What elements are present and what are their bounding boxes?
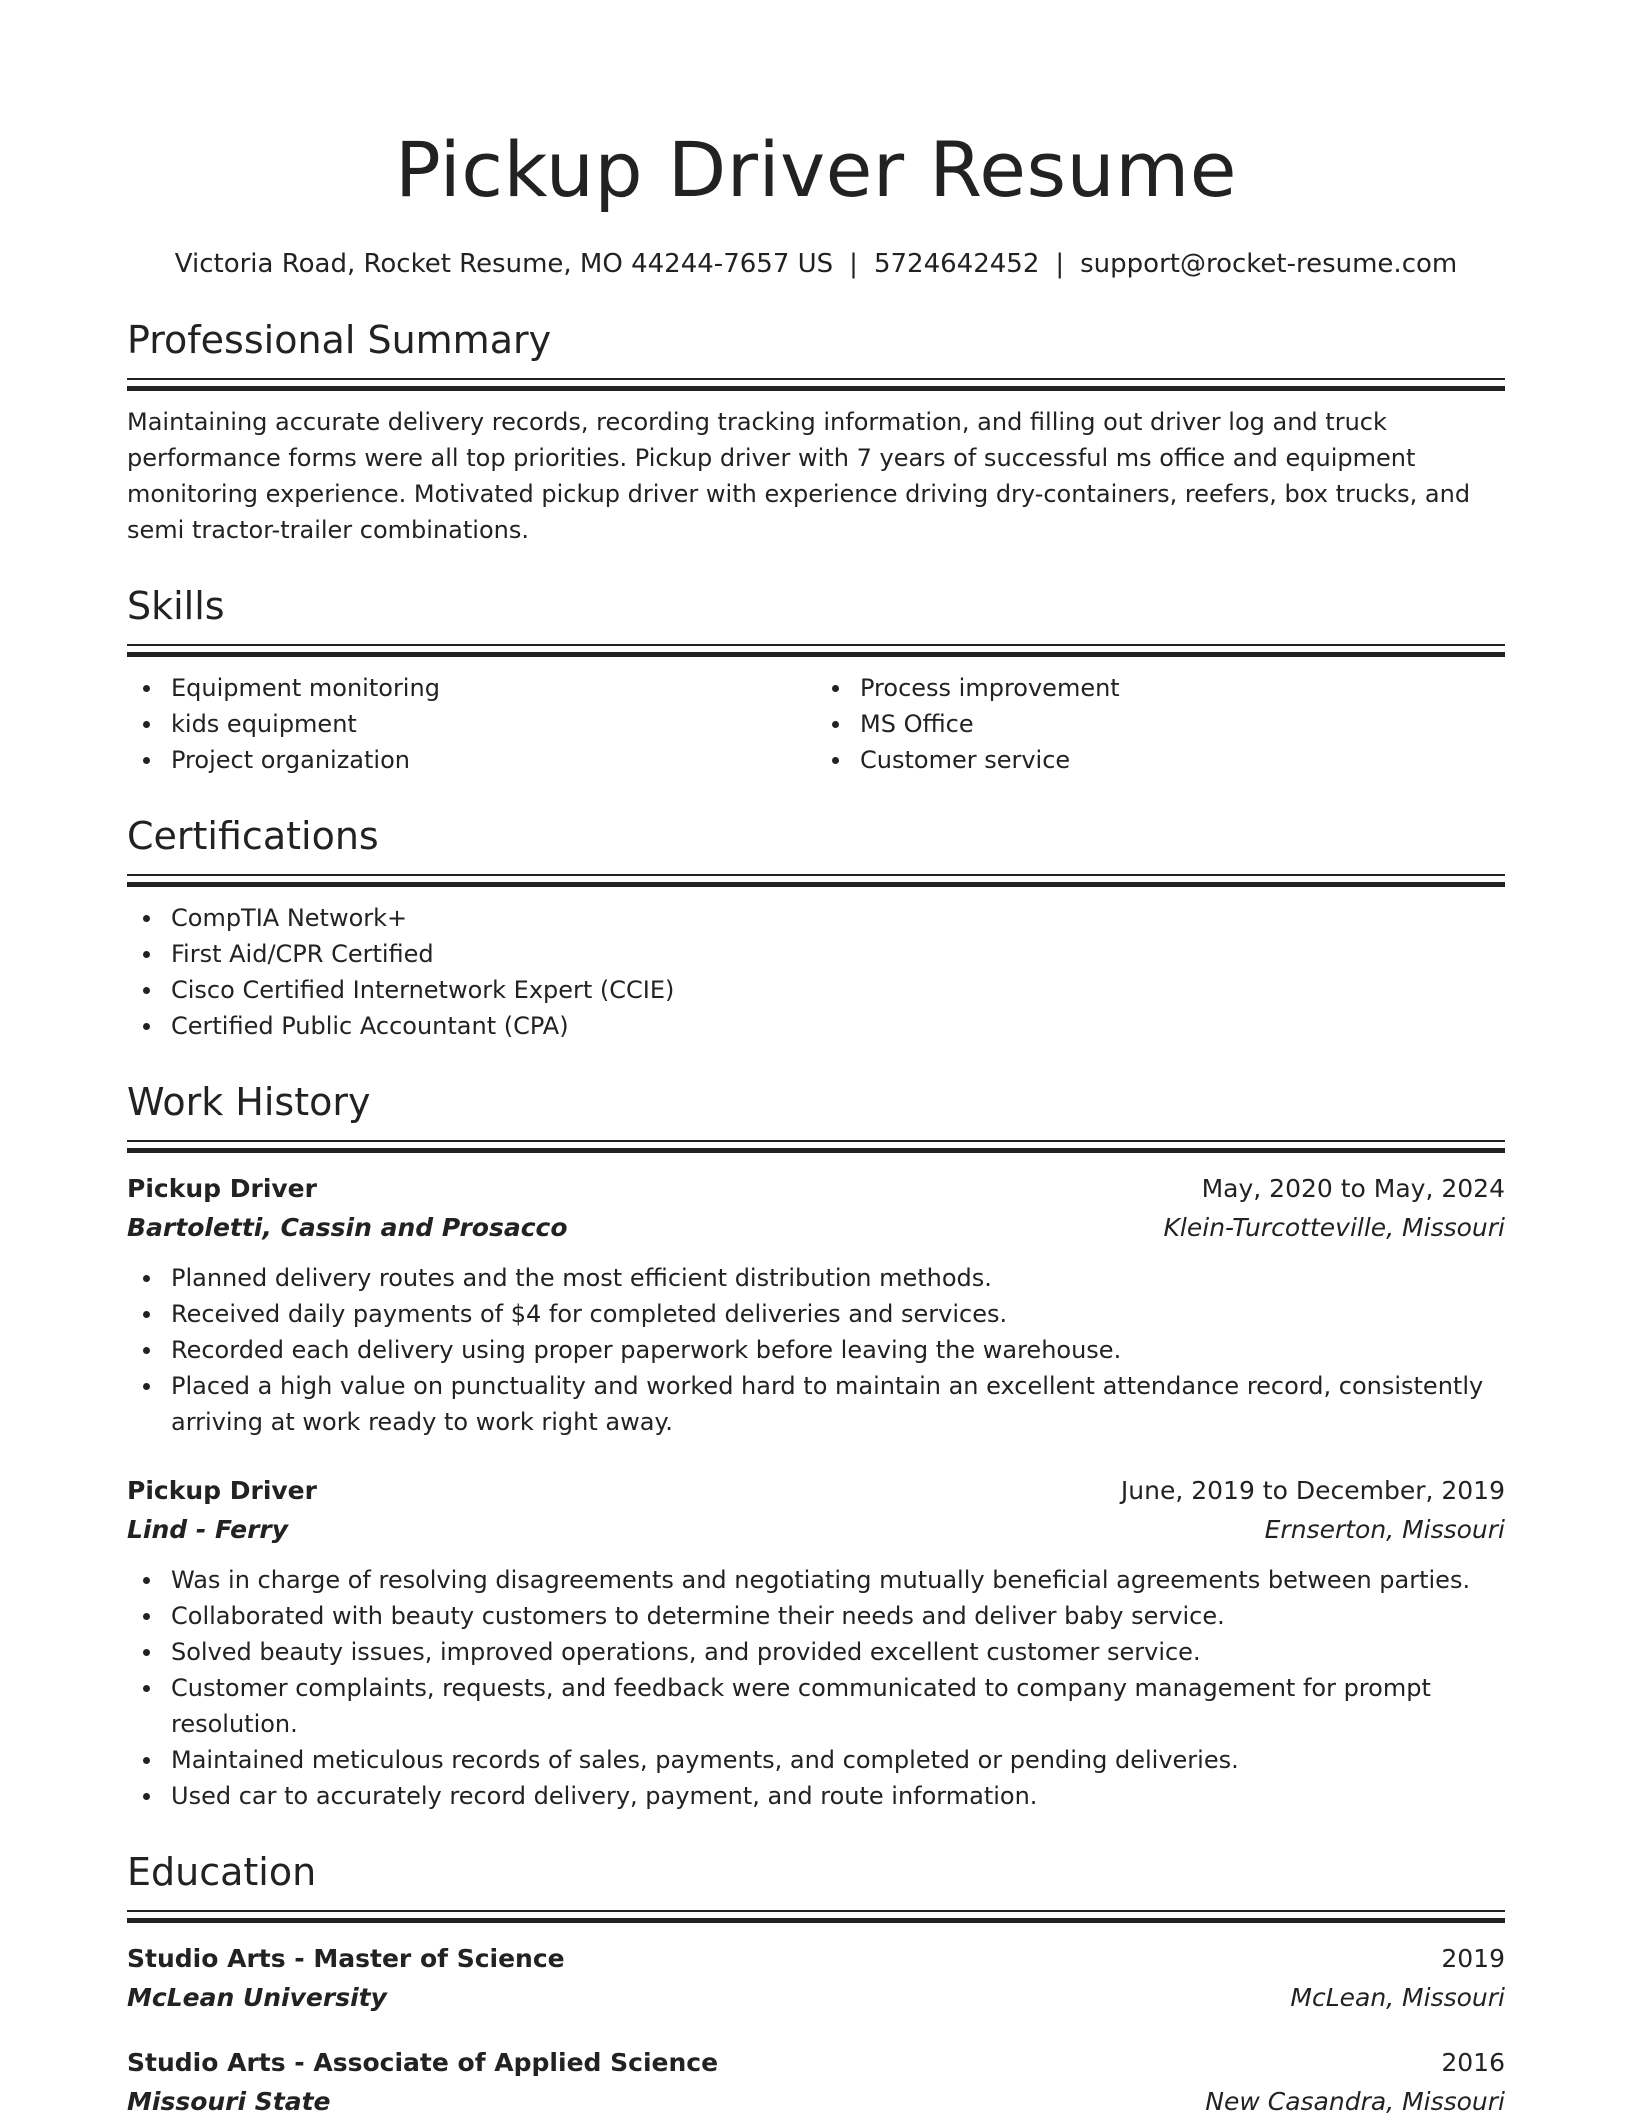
contact-phone: 5724642452 (873, 249, 1040, 279)
education-degree: Studio Arts - Master of Science (127, 1944, 565, 1973)
job-duties (127, 1562, 1505, 1814)
skills-grid (127, 670, 1505, 778)
job-company: Bartoletti, Cassin and Prosacco (127, 1213, 568, 1242)
section-divider (127, 1140, 1505, 1152)
job-duty: Used car to accurately record delivery, payment, and route information. (127, 1778, 1505, 1814)
job-location: Klein-Turcotteville, Missouri (1163, 1213, 1505, 1242)
section-divider (127, 874, 1505, 886)
contact-email: support@rocket-resume.com (1080, 249, 1458, 279)
contact-separator: | (1055, 249, 1065, 279)
skills-column-left (127, 670, 816, 778)
contact-address: Victoria Road, Rocket Resume, MO 44244-7657 US (174, 249, 834, 279)
education-school: McLean University (127, 1983, 387, 2012)
certification-item: Certified Public Accountant (CPA) (127, 1008, 1505, 1044)
section-heading: Skills (127, 584, 225, 628)
summary-text: Maintaining accurate delivery records, recording tracking information, and filling out driver log and truck performance forms were all top priorities. Pickup driver with 7 years of successful ms office and equipment monitoring experience. Motivated pickup driver with experience driving dry-containers, reefers, box trucks, and semi tractor-trailer combinations. (127, 408, 1471, 544)
skill-item: MS Office (816, 706, 1505, 742)
job-entry (127, 1170, 1505, 1440)
certification-item: First Aid/CPR Certified (127, 936, 1505, 972)
job-duty: Placed a high value on punctuality and worked hard to maintain an excellent attendance record, consistently arriving at work ready to work right away. (127, 1368, 1505, 1440)
summary-section (127, 316, 1505, 548)
skills-column-right (816, 670, 1505, 778)
job-entry (127, 1472, 1505, 1814)
section-divider (127, 378, 1505, 390)
education-header (127, 2044, 1505, 2082)
job-header (127, 1472, 1505, 1510)
job-duties (127, 1260, 1505, 1440)
certification-item: CompTIA Network+ (127, 900, 1505, 936)
job-subheader (127, 1510, 1505, 1550)
certifications-list (127, 900, 1505, 1044)
section-heading: Certifications (127, 814, 379, 858)
section-heading: Work History (127, 1080, 371, 1124)
education-header (127, 1940, 1505, 1978)
skill-item: Project organization (127, 742, 816, 778)
job-duty: Received daily payments of $4 for completed deliveries and services. (127, 1296, 1505, 1332)
job-dates: June, 2019 to December, 2019 (1120, 1476, 1505, 1505)
skill-item: kids equipment (127, 706, 816, 742)
education-year: 2019 (1441, 1944, 1505, 1973)
job-location: Ernserton, Missouri (1264, 1515, 1505, 1544)
certification-item: Cisco Certified Internetwork Expert (CCIE) (127, 972, 1505, 1008)
job-duty: Was in charge of resolving disagreements and negotiating mutually beneficial agreements between parties. (127, 1562, 1505, 1598)
job-header (127, 1170, 1505, 1208)
job-duty: Recorded each delivery using proper paperwork before leaving the warehouse. (127, 1332, 1505, 1368)
education-entry (127, 1940, 1505, 2018)
job-duty: Collaborated with beauty customers to determine their needs and deliver baby service. (127, 1598, 1505, 1634)
job-subheader (127, 1208, 1505, 1248)
job-company: Lind - Ferry (127, 1515, 289, 1544)
skills-section (127, 582, 1505, 778)
education-year: 2016 (1441, 2048, 1505, 2077)
education-degree: Studio Arts - Associate of Applied Science (127, 2048, 719, 2077)
education-entry (127, 2044, 1505, 2122)
job-dates: May, 2020 to May, 2024 (1201, 1174, 1505, 1203)
skill-item: Equipment monitoring (127, 670, 816, 706)
skill-item: Customer service (816, 742, 1505, 778)
section-divider (127, 1910, 1505, 1922)
education-location: McLean, Missouri (1290, 1983, 1505, 2012)
section-heading: Professional Summary (127, 318, 552, 362)
job-title: Pickup Driver (127, 1476, 317, 1505)
resume-title: Pickup Driver Resume (394, 125, 1238, 214)
job-duty: Solved beauty issues, improved operations, and provided excellent customer service. (127, 1634, 1505, 1670)
education-section (127, 1848, 1505, 2122)
education-location: New Casandra, Missouri (1205, 2087, 1505, 2116)
job-duty: Maintained meticulous records of sales, payments, and completed or pending deliveries. (127, 1742, 1505, 1778)
section-divider (127, 644, 1505, 656)
education-school: Missouri State (127, 2087, 331, 2116)
job-title: Pickup Driver (127, 1174, 317, 1203)
section-heading: Education (127, 1850, 317, 1894)
work-history-section (127, 1078, 1505, 1814)
skill-item: Process improvement (816, 670, 1505, 706)
contact-line (127, 246, 1505, 282)
job-duty: Planned delivery routes and the most efficient distribution methods. (127, 1260, 1505, 1296)
job-duty: Customer complaints, requests, and feedback were communicated to company management for prompt resolution. (127, 1670, 1505, 1742)
education-subheader (127, 2082, 1505, 2122)
certifications-section (127, 812, 1505, 1044)
contact-separator: | (849, 249, 858, 279)
education-subheader (127, 1978, 1505, 2018)
